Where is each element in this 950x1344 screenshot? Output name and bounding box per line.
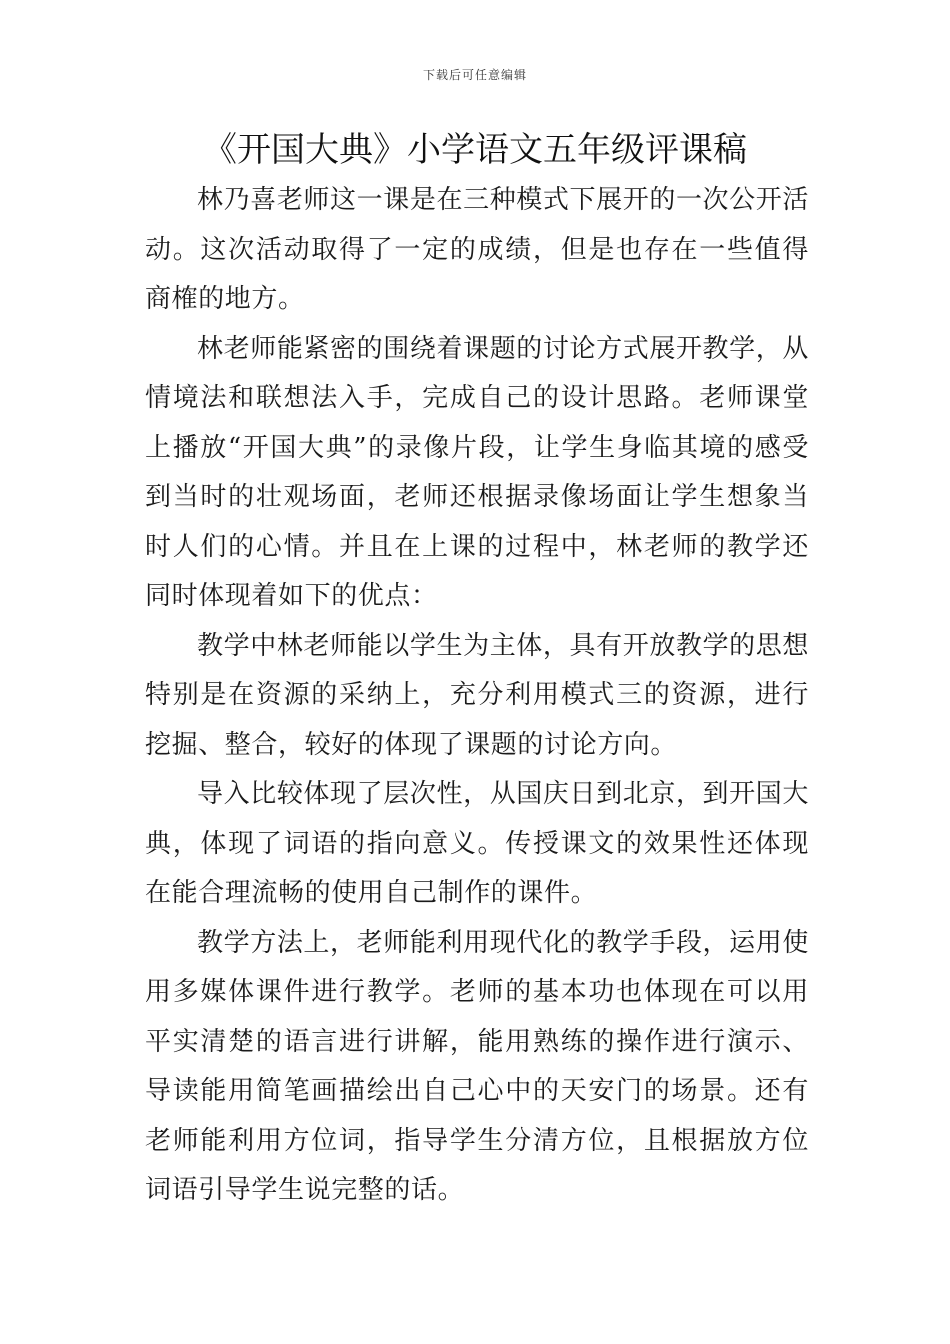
paragraph-method: 林老师能紧密的围绕着课题的讨论方式展开教学，从情境法和联想法入手，完成自己的设计思路。老师课堂上播放“开国大典”的录像片段，让学生身临其境的感受到当时的壮观场面，老师还根据录像场面让学生想象当时人们的心情。并且在上课的过程中，林老师的教学还同时体现着如下的优点：: [145, 333, 809, 611]
header-note: 下载后可任意编辑: [422, 68, 527, 82]
paragraph-teaching-methods: 教学方法上，老师能利用现代化的教学手段，运用使用多媒体课件进行教学。老师的基本功也体现在可以用平实清楚的语言进行讲解，能用熟练的操作进行演示、导读能用简笔画描绘出自己心中的天安门的场景。还有老师能利用方位词，指导学生分清方位，且根据放方位词语引导学生说完整的话。: [145, 927, 809, 1205]
paragraph-student-centered: 教学中林老师能以学生为主体，具有开放教学的思想特别是在资源的采纳上，充分利用模式三的资源，进行挖掘、整合，较好的体现了课题的讨论方向。: [145, 630, 809, 760]
paragraph-introduction-layers: 导入比较体现了层次性，从国庆日到北京，到开国大典，体现了词语的指向意义。传授课文的效果性还体现在能合理流畅的使用自己制作的课件。: [145, 779, 809, 908]
document-title: 《开国大典》小学语文五年级评课稿: [203, 130, 747, 170]
paragraph-intro: 林乃喜老师这一课是在三种模式下展开的一次公开活动。这次活动取得了一定的成绩，但是也存在一些值得商榷的地方。: [145, 185, 809, 314]
document-body: [145, 176, 809, 1216]
